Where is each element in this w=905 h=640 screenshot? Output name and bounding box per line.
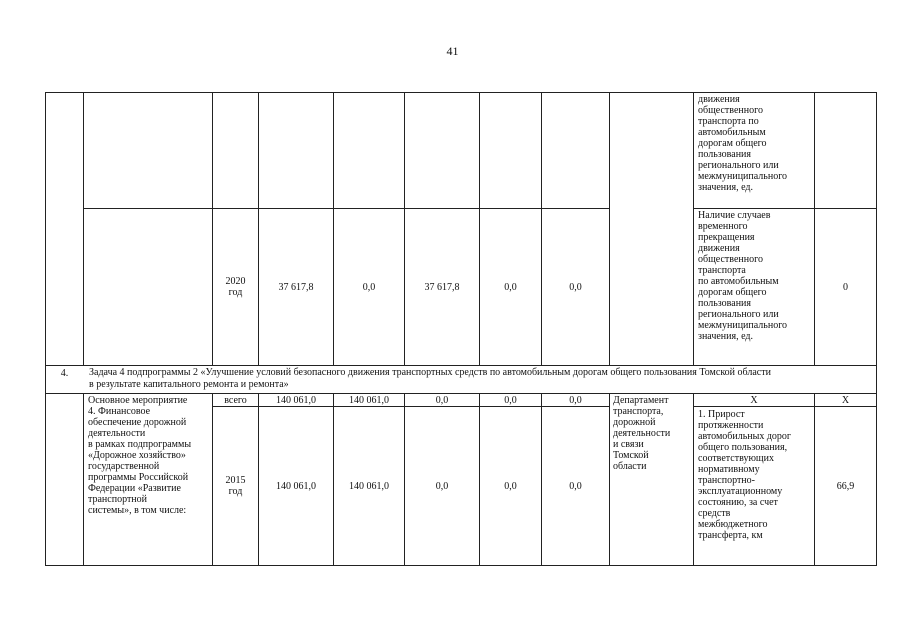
- col-divider: [541, 92, 542, 365]
- value-cell: 0,0: [504, 481, 517, 492]
- page-number: 41: [446, 44, 459, 58]
- col-divider: [333, 92, 334, 365]
- row-divider: [83, 208, 609, 209]
- value-cell: 0,0: [569, 481, 582, 492]
- value-cell: 37 617,8: [424, 282, 460, 293]
- table-left-border: [45, 92, 46, 565]
- row-divider: [212, 406, 609, 407]
- year-cell: 2020 год: [225, 276, 246, 298]
- task-number: 4.: [60, 368, 69, 379]
- measure-name: Основное мероприятие 4. Финансовое обеспечение дорожной деятельности в рамках подпрограммы «Дорожное хозяйство» государственной программы Российской Федерации «Развитие транспортной системы», в том числе:: [88, 395, 192, 516]
- value-cell: 0,0: [362, 282, 376, 293]
- task-title-line-1: Задача 4 подпрограммы 2 «Улучшение условий безопасного движения транспортных средств по автомобильным дорогам общего пользования Томской области: [89, 367, 771, 378]
- row-divider: [45, 365, 877, 366]
- col-divider: [693, 393, 694, 565]
- year-cell: 2015 год: [225, 475, 246, 497]
- col-divider: [212, 92, 213, 365]
- row-divider: [693, 208, 877, 209]
- value-cell: 0,0: [569, 395, 582, 406]
- table-bottom-border: [45, 565, 877, 566]
- value-cell: 0,0: [435, 395, 449, 406]
- indicator-text: Наличие случаев временного прекращения движения общественного транспорта по автомобильным дорогам общего пользования регионального или межмуниципального значения, ед.: [698, 210, 788, 342]
- col-divider: [814, 393, 815, 565]
- indicator-value: 66,9: [836, 481, 855, 492]
- executor: Департамент транспорта, дорожной деятельности и связи Томской области: [613, 395, 671, 472]
- indicator-text-continued: движения общественного транспорта по автомобильным дорогам общего пользования регионального или межмуниципального значения, ед.: [698, 94, 788, 193]
- col-divider: [258, 92, 259, 365]
- row-divider: [45, 393, 877, 394]
- col-divider: [258, 393, 259, 565]
- table-top-border: [45, 92, 877, 93]
- col-divider: [693, 92, 694, 365]
- col-divider: [541, 393, 542, 565]
- col-divider: [333, 393, 334, 565]
- value-cell: 0,0: [569, 282, 582, 293]
- value-cell: 0,0: [504, 395, 517, 406]
- row-divider: [693, 406, 877, 407]
- col-divider: [83, 393, 84, 565]
- task-title-line-2: в результате капитального ремонта и ремонта»: [89, 379, 289, 390]
- indicator-text: 1. Прирост протяженности автомобильных дорог общего пользования, соответствующих нормативному транспортно- эксплуатационному состоянию, за счет средств межбюджетного трансферта, км: [698, 409, 792, 541]
- col-divider: [404, 393, 405, 565]
- value-cell: 0,0: [435, 481, 449, 492]
- value-cell: 140 061,0: [349, 395, 389, 406]
- col-divider: [609, 393, 610, 565]
- value-cell-total: 140 061,0: [276, 395, 316, 406]
- col-divider: [404, 92, 405, 365]
- indicator-x: X: [750, 395, 758, 406]
- value-cell: 0,0: [504, 282, 517, 293]
- value-cell: 140 061,0: [349, 481, 389, 492]
- total-label: всего: [224, 395, 247, 406]
- col-divider: [609, 92, 610, 365]
- col-divider: [83, 92, 84, 365]
- indicator-value-x: X: [841, 395, 850, 406]
- value-cell-total: 140 061,0: [276, 481, 316, 492]
- col-divider: [479, 393, 480, 565]
- col-divider: [814, 92, 815, 365]
- value-cell-total: 37 617,8: [278, 282, 314, 293]
- table-right-border: [876, 92, 877, 565]
- col-divider: [479, 92, 480, 365]
- indicator-value: 0: [843, 282, 848, 293]
